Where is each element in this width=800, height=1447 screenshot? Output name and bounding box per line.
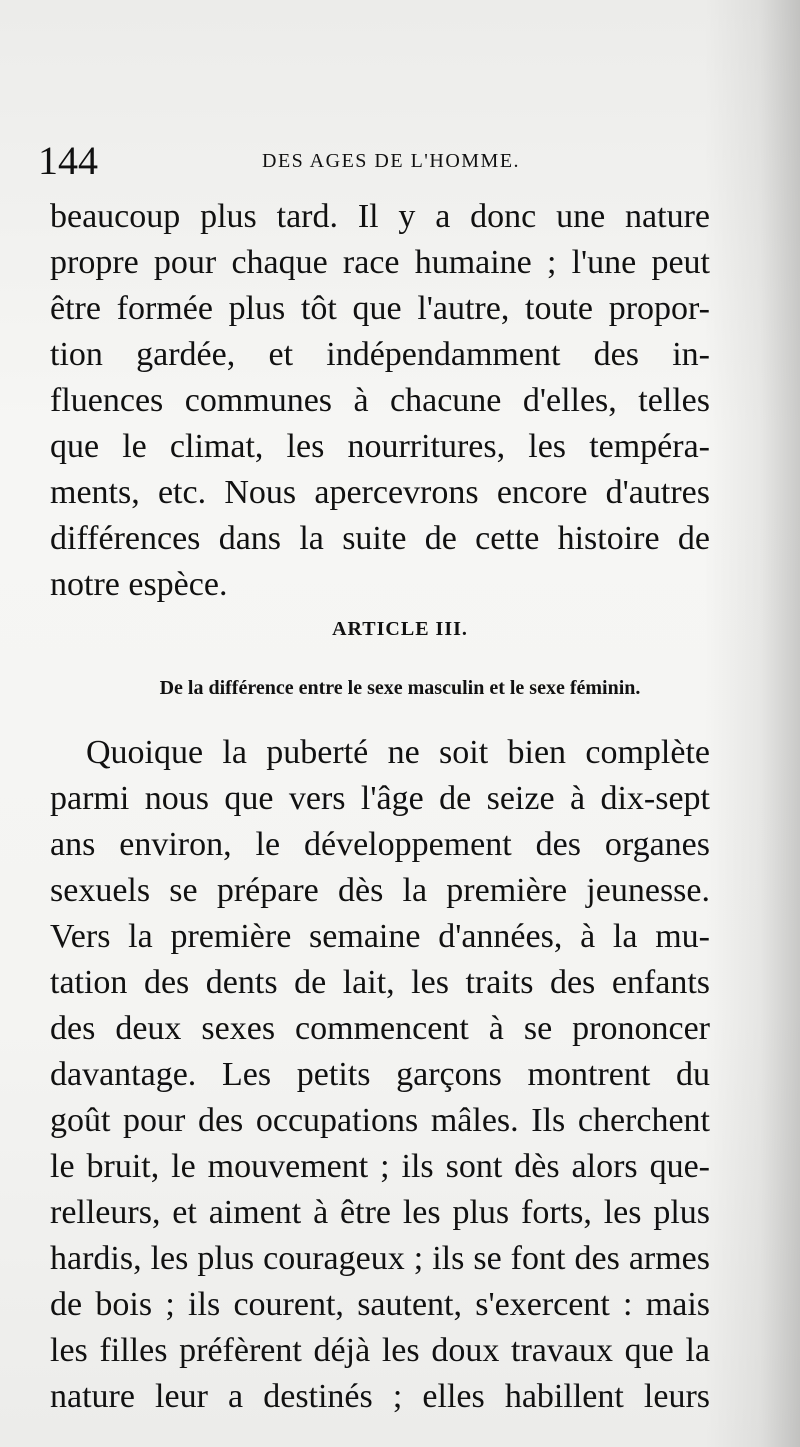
text-line: Quoique la puberté ne soit bien complète — [86, 734, 710, 771]
text-line: davantage. Les petits garçons montrent du — [50, 1056, 710, 1093]
text-line: ments, etc. Nous apercevrons encore d'autres — [50, 474, 710, 511]
text-line: Vers la première semaine d'années, à la mu- — [50, 918, 710, 955]
text-line: nature leur a destinés ; elles habillent leurs — [50, 1378, 710, 1415]
text-line: relleurs, et aiment à être les plus forts, les plus — [50, 1194, 710, 1231]
text-line: propre pour chaque race humaine ; l'une peut — [50, 244, 710, 281]
text-line: parmi nous que vers l'âge de seize à dix-sept — [50, 780, 710, 817]
text-line: ans environ, le développement des organes — [50, 826, 710, 863]
text-line: que le climat, les nourritures, les tempéra- — [50, 428, 710, 465]
text-line: de bois ; ils courent, sautent, s'exercent : mais — [50, 1286, 710, 1323]
text-line: être formée plus tôt que l'autre, toute propor- — [50, 290, 710, 327]
paragraph-1 — [50, 194, 710, 608]
article-heading: ARTICLE III. — [332, 618, 468, 640]
text-line: des deux sexes commencent à se prononcer — [50, 1010, 710, 1047]
text-line: différences dans la suite de cette histoire de — [50, 520, 710, 557]
text-line: le bruit, le mouvement ; ils sont dès alors que- — [50, 1148, 710, 1185]
text-line: goût pour des occupations mâles. Ils cherchent — [50, 1102, 710, 1139]
text-line: tation des dents de lait, les traits des enfants — [50, 964, 710, 1001]
paragraph-2 — [50, 730, 710, 1420]
running-head: DES AGES DE L'HOMME. — [262, 150, 521, 172]
text-line: fluences communes à chacune d'elles, telles — [50, 382, 710, 419]
article-subtitle: De la différence entre le sexe masculin et le sexe féminin. — [159, 677, 641, 699]
page-number: 144 — [38, 138, 98, 183]
text-line: hardis, les plus courageux ; ils se font des armes — [50, 1240, 710, 1277]
text-line: sexuels se prépare dès la première jeunesse. — [50, 872, 710, 909]
text-line: les filles préfèrent déjà les doux travaux que la — [50, 1332, 710, 1369]
text-line: tion gardée, et indépendamment des in- — [50, 336, 710, 373]
text-line: beaucoup plus tard. Il y a donc une nature — [50, 198, 710, 235]
page-header — [38, 136, 698, 186]
text-line: notre espèce. — [50, 566, 228, 603]
